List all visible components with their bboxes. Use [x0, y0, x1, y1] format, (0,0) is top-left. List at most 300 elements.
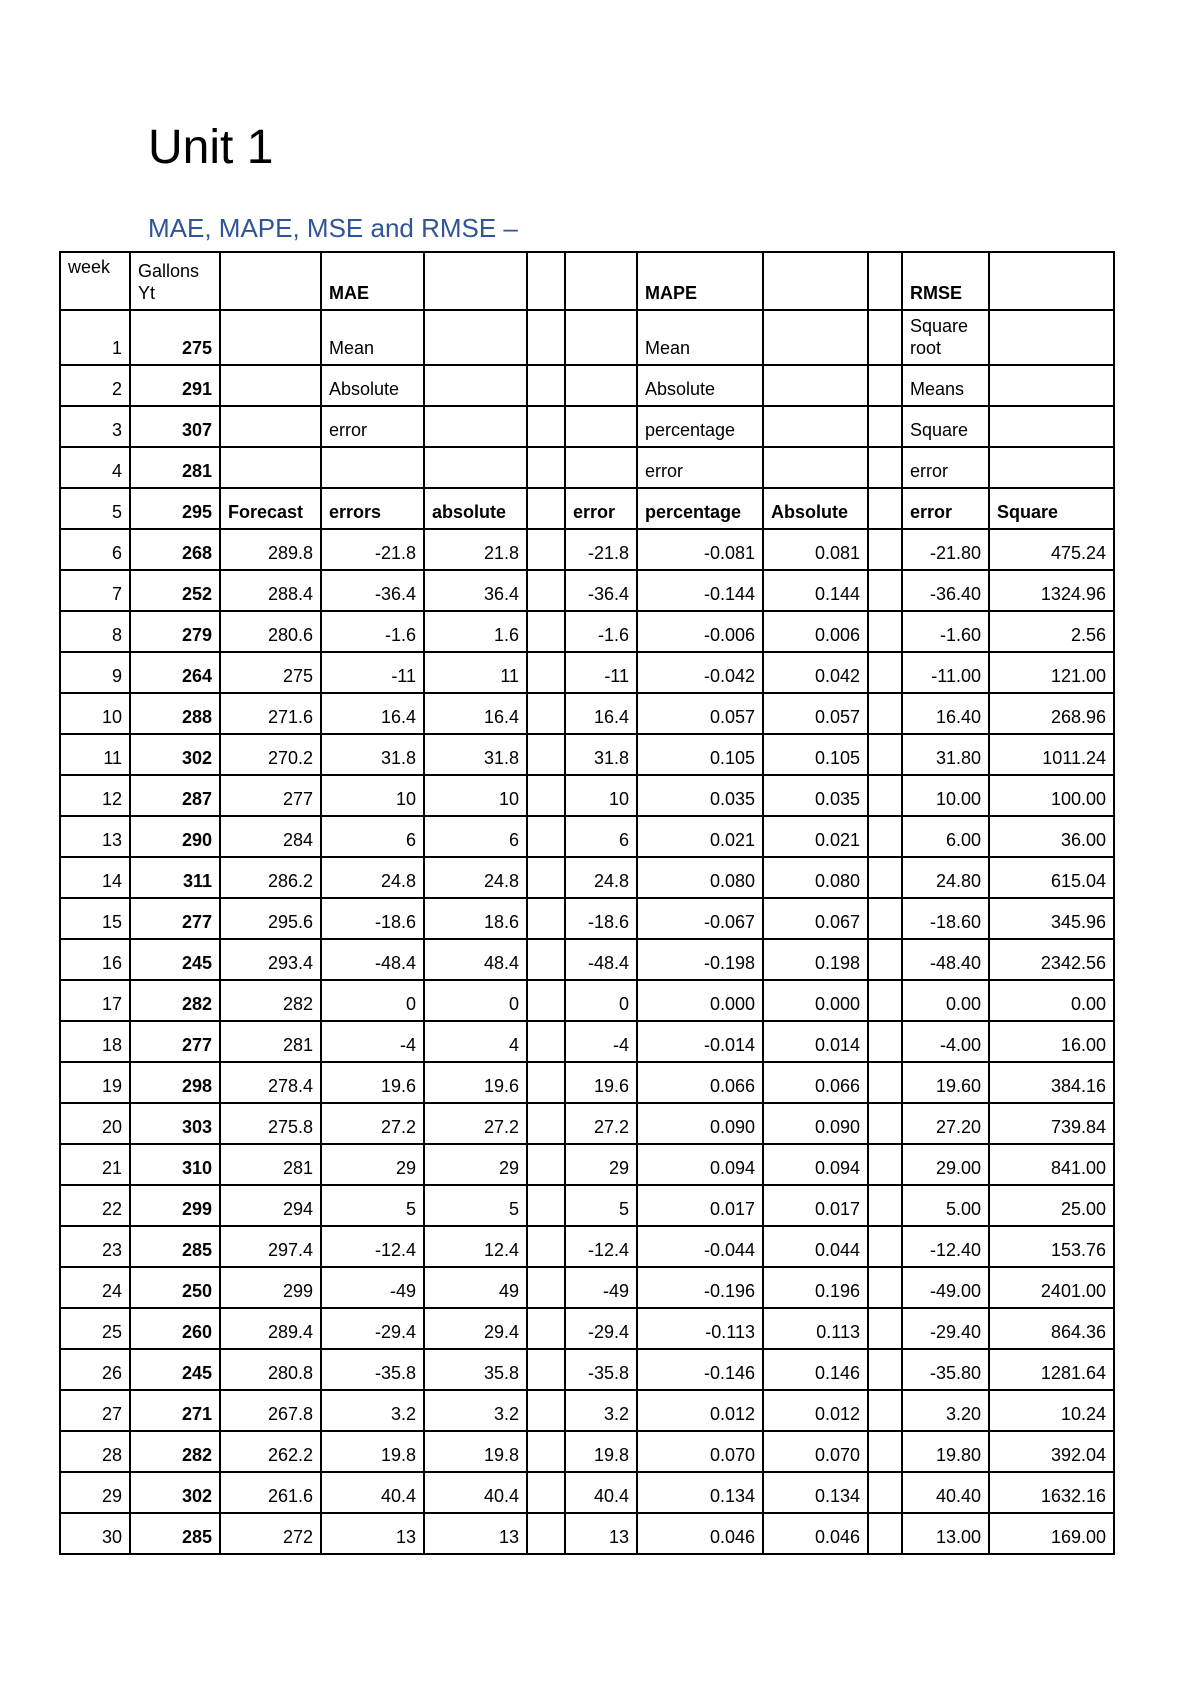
- cell-week: 20: [60, 1103, 130, 1144]
- header-cell-mape-absolute: [763, 365, 868, 406]
- header-cell-rmse-error: Means: [902, 365, 989, 406]
- header-cell-mae-absolute: absolute: [424, 488, 527, 529]
- header-cell-mape-error: error: [565, 488, 637, 529]
- header-cell-mae-absolute: [424, 447, 527, 488]
- cell-mape-absolute: 0.042: [763, 652, 868, 693]
- cell-gallons: 303: [130, 1103, 220, 1144]
- cell-spacer-a: [527, 857, 565, 898]
- cell-spacer-b: [868, 1103, 902, 1144]
- cell-rmse-error: 31.80: [902, 734, 989, 775]
- cell-spacer-a: [527, 734, 565, 775]
- cell-rmse-error: -18.60: [902, 898, 989, 939]
- header-cell-gallons: 295: [130, 488, 220, 529]
- cell-forecast: 262.2: [220, 1431, 321, 1472]
- cell-mae-absolute: 31.8: [424, 734, 527, 775]
- cell-mae-error: 5: [321, 1185, 424, 1226]
- cell-spacer-a: [527, 1472, 565, 1513]
- cell-spacer-b: [868, 1226, 902, 1267]
- cell-rmse-error: -1.60: [902, 611, 989, 652]
- cell-gallons: 285: [130, 1513, 220, 1554]
- cell-gallons: 277: [130, 1021, 220, 1062]
- cell-mape-absolute: 0.000: [763, 980, 868, 1021]
- header-cell-week: 5: [60, 488, 130, 529]
- header-cell-mae-absolute: [424, 252, 527, 310]
- cell-spacer-b: [868, 1144, 902, 1185]
- cell-mae-error: 10: [321, 775, 424, 816]
- cell-mape-absolute: 0.046: [763, 1513, 868, 1554]
- cell-mape-percentage: 0.057: [637, 693, 763, 734]
- header-cell-forecast: [220, 447, 321, 488]
- header-cell-mae-error: Mean: [321, 310, 424, 365]
- table-row: [60, 1431, 1114, 1472]
- header-cell-spacer-a: [527, 310, 565, 365]
- cell-mae-absolute: 18.6: [424, 898, 527, 939]
- cell-week: 14: [60, 857, 130, 898]
- cell-gallons: 260: [130, 1308, 220, 1349]
- cell-rmse-error: -12.40: [902, 1226, 989, 1267]
- cell-spacer-a: [527, 1390, 565, 1431]
- table-row: [60, 1349, 1114, 1390]
- header-cell-rmse-error: Square: [902, 406, 989, 447]
- header-cell-mae-error: error: [321, 406, 424, 447]
- cell-spacer-a: [527, 1185, 565, 1226]
- cell-forecast: 289.4: [220, 1308, 321, 1349]
- header-cell-gallons: 307: [130, 406, 220, 447]
- table-row: [60, 1185, 1114, 1226]
- cell-spacer-b: [868, 1185, 902, 1226]
- header-cell-spacer-a: [527, 252, 565, 310]
- cell-rmse-square: 2401.00: [989, 1267, 1114, 1308]
- header-cell-mape-error: [565, 447, 637, 488]
- cell-mape-percentage: -0.042: [637, 652, 763, 693]
- cell-mape-percentage: 0.080: [637, 857, 763, 898]
- cell-rmse-error: 29.00: [902, 1144, 989, 1185]
- cell-mae-error: 19.6: [321, 1062, 424, 1103]
- cell-rmse-error: -35.80: [902, 1349, 989, 1390]
- table-row: [60, 652, 1114, 693]
- cell-mape-error: 0: [565, 980, 637, 1021]
- cell-week: 10: [60, 693, 130, 734]
- cell-mape-absolute: 0.134: [763, 1472, 868, 1513]
- cell-mape-absolute: 0.105: [763, 734, 868, 775]
- table-row: [60, 611, 1114, 652]
- cell-gallons: 268: [130, 529, 220, 570]
- cell-mape-absolute: 0.014: [763, 1021, 868, 1062]
- cell-mae-error: -18.6: [321, 898, 424, 939]
- cell-rmse-error: -4.00: [902, 1021, 989, 1062]
- cell-mape-percentage: 0.017: [637, 1185, 763, 1226]
- table-row: [60, 1144, 1114, 1185]
- cell-mae-absolute: 27.2: [424, 1103, 527, 1144]
- cell-mae-absolute: 6: [424, 816, 527, 857]
- cell-mape-error: -36.4: [565, 570, 637, 611]
- cell-gallons: 245: [130, 1349, 220, 1390]
- cell-rmse-square: 121.00: [989, 652, 1114, 693]
- cell-week: 29: [60, 1472, 130, 1513]
- table-row: [60, 775, 1114, 816]
- cell-mae-error: -48.4: [321, 939, 424, 980]
- cell-rmse-error: -11.00: [902, 652, 989, 693]
- header-row: [60, 447, 1114, 488]
- cell-forecast: 275.8: [220, 1103, 321, 1144]
- header-cell-mape-percentage: error: [637, 447, 763, 488]
- cell-rmse-error: 24.80: [902, 857, 989, 898]
- cell-mae-absolute: 12.4: [424, 1226, 527, 1267]
- cell-mape-absolute: 0.006: [763, 611, 868, 652]
- header-cell-mae-error: MAE: [321, 252, 424, 310]
- header-cell-mape-absolute: [763, 447, 868, 488]
- cell-mape-error: 27.2: [565, 1103, 637, 1144]
- header-cell-spacer-b: [868, 310, 902, 365]
- cell-forecast: 278.4: [220, 1062, 321, 1103]
- cell-mae-error: 27.2: [321, 1103, 424, 1144]
- cell-mae-error: -12.4: [321, 1226, 424, 1267]
- cell-gallons: 288: [130, 693, 220, 734]
- cell-spacer-a: [527, 529, 565, 570]
- cell-gallons: 302: [130, 734, 220, 775]
- cell-forecast: 288.4: [220, 570, 321, 611]
- cell-rmse-square: 384.16: [989, 1062, 1114, 1103]
- cell-mape-error: -11: [565, 652, 637, 693]
- cell-week: 28: [60, 1431, 130, 1472]
- cell-rmse-square: 345.96: [989, 898, 1114, 939]
- cell-spacer-b: [868, 1062, 902, 1103]
- cell-mape-error: -21.8: [565, 529, 637, 570]
- table-row: [60, 1308, 1114, 1349]
- cell-mae-error: 3.2: [321, 1390, 424, 1431]
- cell-spacer-b: [868, 1267, 902, 1308]
- cell-mae-error: -29.4: [321, 1308, 424, 1349]
- cell-forecast: 284: [220, 816, 321, 857]
- cell-week: 26: [60, 1349, 130, 1390]
- cell-mae-absolute: 29.4: [424, 1308, 527, 1349]
- header-cell-spacer-b: [868, 252, 902, 310]
- header-cell-spacer-a: [527, 447, 565, 488]
- cell-rmse-square: 739.84: [989, 1103, 1114, 1144]
- cell-mae-absolute: 40.4: [424, 1472, 527, 1513]
- header-cell-gallons: Gallons Yt: [130, 252, 220, 310]
- cell-mape-percentage: 0.090: [637, 1103, 763, 1144]
- cell-mae-absolute: 49: [424, 1267, 527, 1308]
- cell-mae-absolute: 5: [424, 1185, 527, 1226]
- header-cell-forecast: Forecast: [220, 488, 321, 529]
- header-cell-week: week: [60, 252, 130, 310]
- header-cell-gallons: 291: [130, 365, 220, 406]
- cell-mape-absolute: 0.198: [763, 939, 868, 980]
- cell-week: 19: [60, 1062, 130, 1103]
- cell-mae-absolute: 21.8: [424, 529, 527, 570]
- cell-mae-absolute: 29: [424, 1144, 527, 1185]
- cell-rmse-error: 19.80: [902, 1431, 989, 1472]
- cell-week: 21: [60, 1144, 130, 1185]
- cell-mape-percentage: 0.066: [637, 1062, 763, 1103]
- table-row: [60, 1390, 1114, 1431]
- cell-gallons: 287: [130, 775, 220, 816]
- table-row: [60, 816, 1114, 857]
- cell-week: 7: [60, 570, 130, 611]
- cell-spacer-b: [868, 611, 902, 652]
- table-row: [60, 529, 1114, 570]
- cell-mape-absolute: 0.081: [763, 529, 868, 570]
- cell-mape-error: 10: [565, 775, 637, 816]
- cell-mape-error: 40.4: [565, 1472, 637, 1513]
- cell-rmse-error: 0.00: [902, 980, 989, 1021]
- cell-mape-error: -48.4: [565, 939, 637, 980]
- cell-mape-percentage: -0.006: [637, 611, 763, 652]
- cell-gallons: 298: [130, 1062, 220, 1103]
- cell-mape-error: 5: [565, 1185, 637, 1226]
- cell-mape-absolute: 0.094: [763, 1144, 868, 1185]
- cell-mape-error: -4: [565, 1021, 637, 1062]
- cell-mape-absolute: 0.113: [763, 1308, 868, 1349]
- cell-forecast: 267.8: [220, 1390, 321, 1431]
- header-cell-mape-absolute: Absolute: [763, 488, 868, 529]
- cell-mape-absolute: 0.070: [763, 1431, 868, 1472]
- cell-mape-absolute: 0.146: [763, 1349, 868, 1390]
- cell-mae-error: 29: [321, 1144, 424, 1185]
- cell-spacer-b: [868, 1472, 902, 1513]
- cell-mape-percentage: 0.070: [637, 1431, 763, 1472]
- cell-mape-absolute: 0.012: [763, 1390, 868, 1431]
- header-row: [60, 488, 1114, 529]
- cell-mape-percentage: -0.198: [637, 939, 763, 980]
- cell-mape-percentage: 0.134: [637, 1472, 763, 1513]
- cell-spacer-b: [868, 1021, 902, 1062]
- cell-rmse-error: -29.40: [902, 1308, 989, 1349]
- cell-mape-error: -29.4: [565, 1308, 637, 1349]
- cell-mape-percentage: 0.012: [637, 1390, 763, 1431]
- cell-rmse-square: 100.00: [989, 775, 1114, 816]
- cell-mae-error: 40.4: [321, 1472, 424, 1513]
- error-metrics-table: [59, 251, 1115, 1555]
- header-cell-mae-error: Absolute: [321, 365, 424, 406]
- cell-forecast: 271.6: [220, 693, 321, 734]
- header-cell-rmse-error: error: [902, 488, 989, 529]
- cell-mape-percentage: -0.144: [637, 570, 763, 611]
- cell-mae-absolute: 13: [424, 1513, 527, 1554]
- cell-mae-error: 31.8: [321, 734, 424, 775]
- cell-mape-absolute: 0.080: [763, 857, 868, 898]
- cell-mae-error: -11: [321, 652, 424, 693]
- cell-mape-percentage: 0.000: [637, 980, 763, 1021]
- cell-mape-percentage: -0.067: [637, 898, 763, 939]
- cell-rmse-square: 615.04: [989, 857, 1114, 898]
- cell-mae-error: -4: [321, 1021, 424, 1062]
- cell-rmse-error: 10.00: [902, 775, 989, 816]
- cell-mape-absolute: 0.017: [763, 1185, 868, 1226]
- cell-mae-error: -1.6: [321, 611, 424, 652]
- header-cell-mape-percentage: Absolute: [637, 365, 763, 406]
- cell-spacer-a: [527, 1144, 565, 1185]
- header-cell-week: 2: [60, 365, 130, 406]
- cell-mae-error: 19.8: [321, 1431, 424, 1472]
- cell-gallons: 279: [130, 611, 220, 652]
- cell-mae-error: 0: [321, 980, 424, 1021]
- cell-week: 8: [60, 611, 130, 652]
- cell-gallons: 282: [130, 980, 220, 1021]
- cell-week: 16: [60, 939, 130, 980]
- header-cell-mape-absolute: [763, 406, 868, 447]
- cell-rmse-error: 16.40: [902, 693, 989, 734]
- cell-mae-absolute: 0: [424, 980, 527, 1021]
- header-cell-mape-percentage: percentage: [637, 406, 763, 447]
- cell-forecast: 270.2: [220, 734, 321, 775]
- cell-gallons: 252: [130, 570, 220, 611]
- cell-mae-error: 16.4: [321, 693, 424, 734]
- cell-week: 22: [60, 1185, 130, 1226]
- cell-spacer-b: [868, 939, 902, 980]
- cell-spacer-a: [527, 1308, 565, 1349]
- cell-rmse-error: 5.00: [902, 1185, 989, 1226]
- cell-mae-absolute: 3.2: [424, 1390, 527, 1431]
- cell-mape-error: 3.2: [565, 1390, 637, 1431]
- cell-forecast: 297.4: [220, 1226, 321, 1267]
- cell-rmse-square: 0.00: [989, 980, 1114, 1021]
- cell-rmse-square: 864.36: [989, 1308, 1114, 1349]
- cell-mae-absolute: 4: [424, 1021, 527, 1062]
- cell-spacer-b: [868, 1431, 902, 1472]
- header-row: [60, 365, 1114, 406]
- header-row: [60, 406, 1114, 447]
- cell-mape-error: 6: [565, 816, 637, 857]
- header-cell-mape-percentage: Mean: [637, 310, 763, 365]
- header-cell-mape-percentage: MAPE: [637, 252, 763, 310]
- cell-gallons: 290: [130, 816, 220, 857]
- header-cell-mape-percentage: percentage: [637, 488, 763, 529]
- header-cell-gallons: 275: [130, 310, 220, 365]
- cell-week: 23: [60, 1226, 130, 1267]
- cell-spacer-a: [527, 1103, 565, 1144]
- header-cell-rmse-square: [989, 406, 1114, 447]
- cell-mae-error: -49: [321, 1267, 424, 1308]
- header-cell-spacer-b: [868, 365, 902, 406]
- header-cell-rmse-error: error: [902, 447, 989, 488]
- cell-spacer-b: [868, 898, 902, 939]
- cell-mape-percentage: 0.046: [637, 1513, 763, 1554]
- cell-spacer-a: [527, 816, 565, 857]
- cell-rmse-square: 1324.96: [989, 570, 1114, 611]
- table-row: [60, 1226, 1114, 1267]
- cell-mape-absolute: 0.090: [763, 1103, 868, 1144]
- cell-mae-error: 24.8: [321, 857, 424, 898]
- header-cell-gallons: 281: [130, 447, 220, 488]
- cell-rmse-error: -48.40: [902, 939, 989, 980]
- cell-mape-absolute: 0.057: [763, 693, 868, 734]
- cell-forecast: 281: [220, 1021, 321, 1062]
- header-cell-mape-error: [565, 365, 637, 406]
- cell-week: 17: [60, 980, 130, 1021]
- cell-forecast: 280.6: [220, 611, 321, 652]
- cell-gallons: 311: [130, 857, 220, 898]
- cell-mape-absolute: 0.067: [763, 898, 868, 939]
- cell-spacer-b: [868, 857, 902, 898]
- cell-rmse-error: 3.20: [902, 1390, 989, 1431]
- cell-spacer-a: [527, 1021, 565, 1062]
- header-cell-forecast: [220, 252, 321, 310]
- cell-mape-error: 31.8: [565, 734, 637, 775]
- cell-gallons: 282: [130, 1431, 220, 1472]
- cell-rmse-error: -49.00: [902, 1267, 989, 1308]
- table-row: [60, 1472, 1114, 1513]
- cell-spacer-a: [527, 611, 565, 652]
- header-cell-mape-error: [565, 310, 637, 365]
- cell-rmse-square: 1281.64: [989, 1349, 1114, 1390]
- cell-forecast: 282: [220, 980, 321, 1021]
- cell-spacer-a: [527, 1062, 565, 1103]
- cell-mae-absolute: 11: [424, 652, 527, 693]
- cell-mape-percentage: -0.196: [637, 1267, 763, 1308]
- cell-spacer-b: [868, 570, 902, 611]
- header-cell-rmse-square: [989, 365, 1114, 406]
- table-row: [60, 734, 1114, 775]
- cell-rmse-square: 392.04: [989, 1431, 1114, 1472]
- header-cell-week: 3: [60, 406, 130, 447]
- cell-rmse-square: 1632.16: [989, 1472, 1114, 1513]
- cell-forecast: 280.8: [220, 1349, 321, 1390]
- cell-spacer-b: [868, 734, 902, 775]
- header-cell-spacer-a: [527, 406, 565, 447]
- cell-mae-absolute: 48.4: [424, 939, 527, 980]
- cell-mape-error: 19.6: [565, 1062, 637, 1103]
- cell-gallons: 299: [130, 1185, 220, 1226]
- cell-forecast: 275: [220, 652, 321, 693]
- cell-week: 6: [60, 529, 130, 570]
- cell-spacer-a: [527, 1431, 565, 1472]
- cell-spacer-b: [868, 652, 902, 693]
- cell-spacer-a: [527, 898, 565, 939]
- cell-mae-absolute: 24.8: [424, 857, 527, 898]
- cell-rmse-square: 169.00: [989, 1513, 1114, 1554]
- header-cell-spacer-a: [527, 488, 565, 529]
- cell-spacer-b: [868, 1513, 902, 1554]
- cell-mape-percentage: -0.113: [637, 1308, 763, 1349]
- cell-mape-error: -12.4: [565, 1226, 637, 1267]
- table-row: [60, 570, 1114, 611]
- cell-mae-absolute: 16.4: [424, 693, 527, 734]
- cell-mape-error: 19.8: [565, 1431, 637, 1472]
- cell-gallons: 277: [130, 898, 220, 939]
- table-row: [60, 1103, 1114, 1144]
- cell-spacer-a: [527, 652, 565, 693]
- cell-week: 13: [60, 816, 130, 857]
- header-cell-week: 1: [60, 310, 130, 365]
- table-row: [60, 898, 1114, 939]
- cell-mape-error: 13: [565, 1513, 637, 1554]
- table-row: [60, 1021, 1114, 1062]
- cell-week: 25: [60, 1308, 130, 1349]
- header-cell-spacer-b: [868, 447, 902, 488]
- cell-mae-error: 6: [321, 816, 424, 857]
- table-row: [60, 980, 1114, 1021]
- cell-rmse-square: 36.00: [989, 816, 1114, 857]
- cell-spacer-a: [527, 775, 565, 816]
- header-cell-rmse-error: RMSE: [902, 252, 989, 310]
- cell-mape-percentage: 0.035: [637, 775, 763, 816]
- cell-spacer-b: [868, 1390, 902, 1431]
- cell-rmse-square: 16.00: [989, 1021, 1114, 1062]
- cell-mae-error: -21.8: [321, 529, 424, 570]
- cell-spacer-b: [868, 816, 902, 857]
- page-subtitle: MAE, MAPE, MSE and RMSE –: [148, 213, 518, 243]
- cell-mape-error: 16.4: [565, 693, 637, 734]
- header-row: [60, 310, 1114, 365]
- header-cell-mae-absolute: [424, 310, 527, 365]
- cell-week: 30: [60, 1513, 130, 1554]
- cell-gallons: 302: [130, 1472, 220, 1513]
- header-cell-rmse-square: [989, 310, 1114, 365]
- table-row: [60, 693, 1114, 734]
- header-cell-spacer-a: [527, 365, 565, 406]
